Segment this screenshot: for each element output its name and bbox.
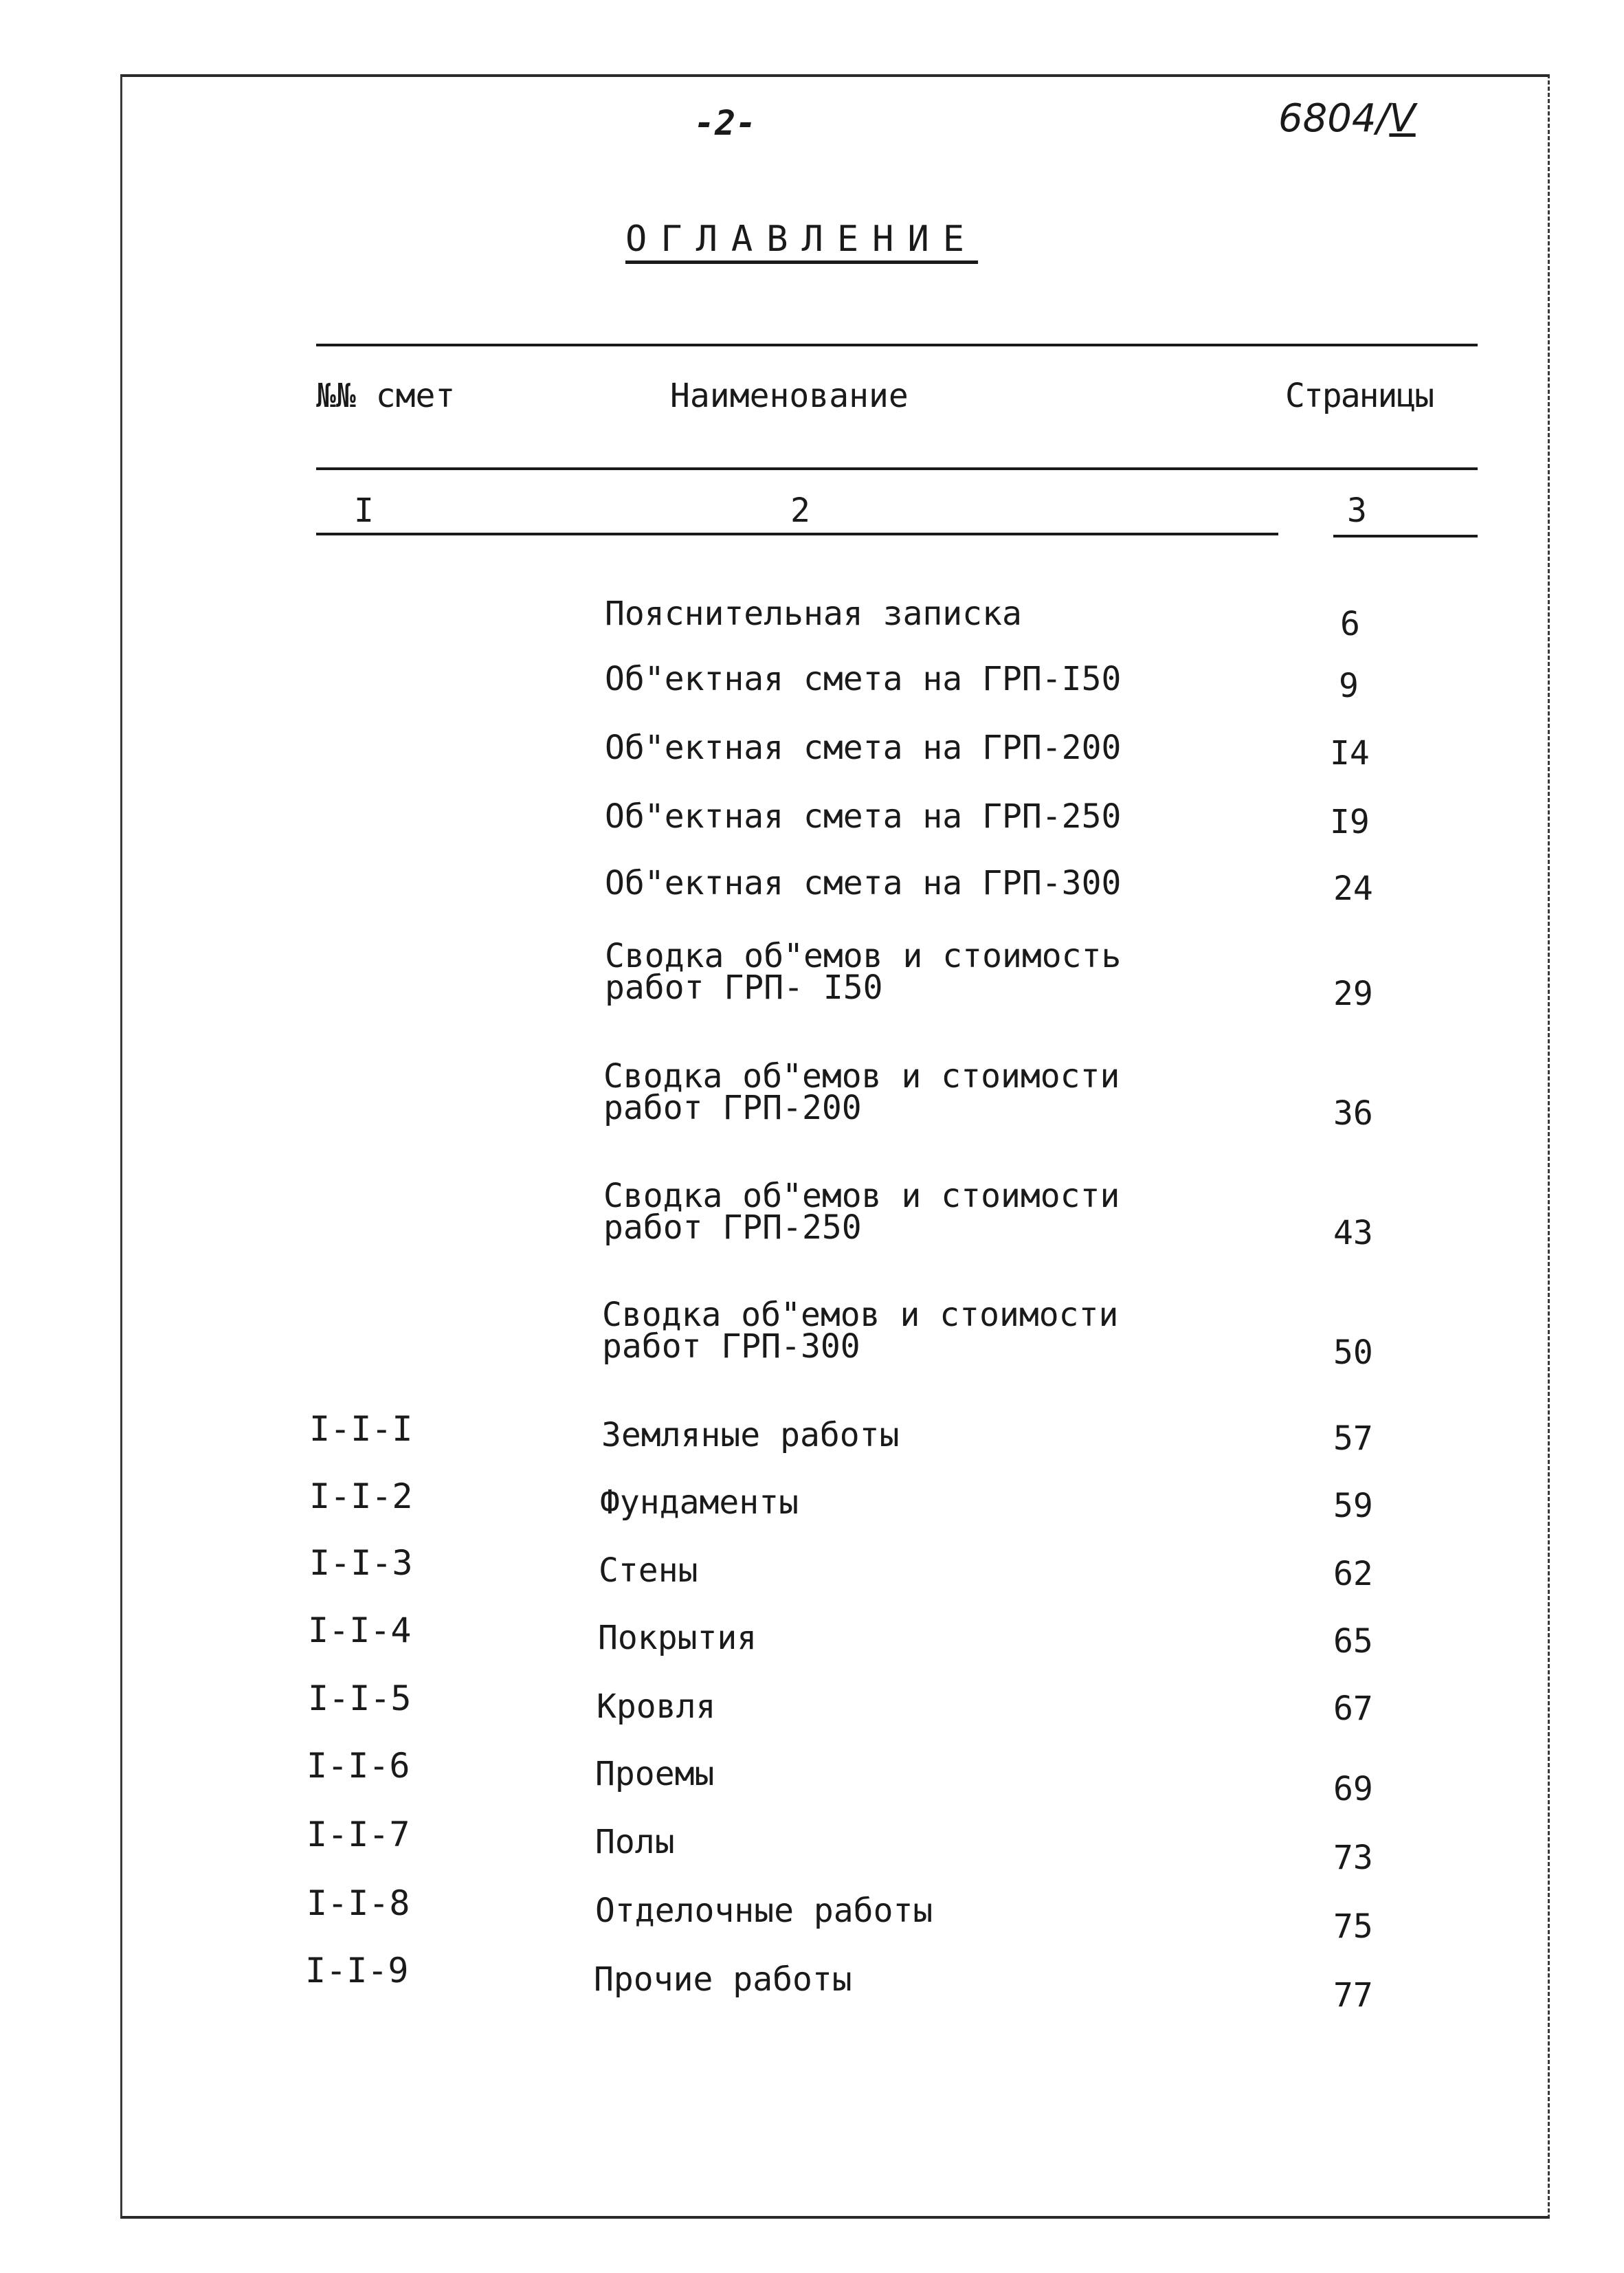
list-item-page: 6 (1340, 605, 1360, 643)
list-item-name: Проемы (595, 1755, 715, 1793)
list-item-name: Стены (599, 1551, 698, 1590)
list-item-page: I4 (1330, 734, 1370, 773)
document-code-main: 6804/ (1278, 96, 1390, 141)
list-item-code: I-I-8 (307, 1883, 410, 1923)
list-item-code: I-I-6 (307, 1746, 410, 1786)
list-item-name: работ ГРП-250 (603, 1208, 862, 1247)
list-item-name: Покрытия (598, 1619, 757, 1657)
list-item-page: 43 (1333, 1214, 1373, 1252)
list-item-page: 9 (1339, 667, 1359, 705)
list-item-name: Сводка об"емов и стоимости (602, 1296, 1119, 1334)
list-item-name: работ ГРП-200 (603, 1089, 862, 1127)
list-item-name: Об"ектная смета на ГРП-250 (605, 797, 1122, 836)
list-item-page: 73 (1333, 1839, 1373, 1877)
document-code-suffix: V (1389, 96, 1416, 141)
header-divider-rule (316, 467, 1478, 470)
list-item-page: 57 (1333, 1419, 1373, 1458)
table-top-rule (316, 344, 1478, 346)
list-item-page: I9 (1330, 803, 1370, 841)
list-item-page: 77 (1333, 1976, 1373, 2015)
list-item-page: 59 (1333, 1487, 1373, 1525)
list-item-code: I-I-2 (309, 1476, 413, 1516)
list-item-name: Об"ектная смета на ГРП-I50 (605, 660, 1122, 698)
column-number-1: I (354, 491, 374, 530)
list-item-name: Полы (595, 1823, 675, 1861)
list-item-page: 36 (1333, 1094, 1373, 1133)
list-item-name: работ ГРП- I50 (605, 968, 883, 1007)
page-number: -2- (694, 103, 757, 143)
list-item-page: 50 (1333, 1333, 1373, 1372)
list-item-page: 65 (1333, 1622, 1373, 1661)
column-header-name: Наименование (670, 377, 909, 415)
list-item-page: 29 (1333, 975, 1373, 1013)
list-item-code: I-I-9 (305, 1951, 409, 1991)
column-number-3: 3 (1347, 491, 1367, 530)
column-number-2: 2 (790, 491, 810, 530)
list-item-page: 24 (1333, 869, 1373, 908)
list-item-page: 62 (1333, 1555, 1373, 1593)
list-item-code: I-I-3 (309, 1543, 413, 1583)
column-number-rule-left (316, 533, 1278, 535)
list-item-code: I-I-4 (308, 1610, 412, 1650)
list-item-name: Пояснительная записка (605, 595, 1022, 633)
list-item-name: Об"ектная смета на ГРП-300 (605, 864, 1122, 902)
list-item-code: I-I-5 (308, 1678, 412, 1718)
list-item-name: Кровля (597, 1687, 716, 1726)
list-item-name: Сводка об"емов и стоимости (603, 1177, 1120, 1215)
list-item-code: I-I-7 (307, 1815, 410, 1854)
list-item-code: I-I-I (309, 1409, 413, 1449)
list-item-name: Отделочные работы (595, 1892, 933, 1930)
list-item-page: 67 (1333, 1689, 1373, 1728)
list-item-name: Земляные работы (601, 1416, 900, 1454)
column-number-rule-right (1333, 535, 1478, 537)
list-item-name: работ ГРП-300 (602, 1327, 860, 1366)
column-header-codes: №№ смет (316, 377, 456, 415)
column-header-pages: Страницы (1285, 377, 1434, 415)
list-item-page: 69 (1333, 1770, 1373, 1808)
list-item-name: Сводка об"емов и стоимость (605, 937, 1122, 975)
list-item-name: Прочие работы (594, 1960, 852, 1999)
page-title: ОГЛАВЛЕНИЕ (625, 219, 979, 260)
list-item-name: Об"ектная смета на ГРП-200 (605, 729, 1122, 767)
list-item-name: Фундаменты (600, 1483, 799, 1522)
document-code (1278, 96, 1416, 141)
list-item-page: 75 (1333, 1907, 1373, 1946)
list-item-name: Сводка об"емов и стоимости (603, 1057, 1120, 1096)
